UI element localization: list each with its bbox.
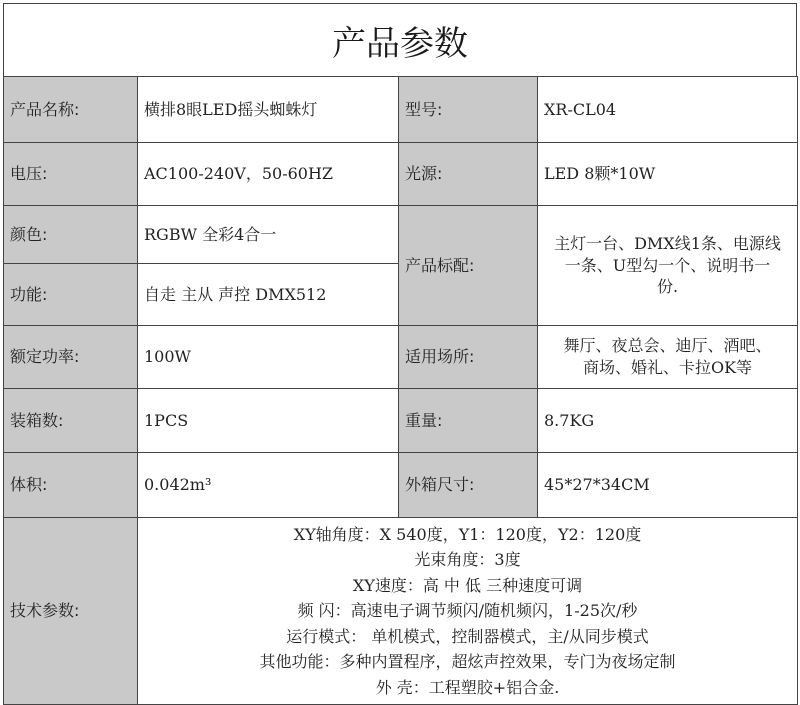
volume-label: 体积:: [4, 453, 138, 518]
tech-line: 外 壳：工程塑胶+铝合金.: [375, 677, 560, 697]
tech-line: XY轴角度：X 540度，Y1：120度，Y2：120度: [293, 524, 642, 544]
venue-label: 适用场所:: [399, 326, 538, 389]
function-value: 自走 主从 声控 DMX512: [138, 264, 399, 326]
box-size-label: 外箱尺寸:: [399, 453, 538, 518]
accessories-line: 一条、U型勾一个、说明书一: [564, 255, 771, 275]
product-name-value: 横排8眼LED摇头蜘蛛灯: [138, 77, 399, 143]
box-size-value: 45*27*34CM: [538, 453, 798, 518]
light-source-label: 光源:: [399, 143, 538, 206]
voltage-value: AC100-240V，50-60HZ: [138, 143, 399, 206]
accessories-label: 产品标配:: [399, 206, 538, 326]
tech-line: XY速度：高 中 低 三种速度可调: [352, 575, 583, 595]
table-row: [4, 206, 798, 264]
table-row: [4, 389, 798, 453]
table-row: [4, 77, 798, 143]
tech-label: 技术参数:: [4, 518, 138, 705]
color-label: 颜色:: [4, 206, 138, 264]
spec-table: [3, 76, 798, 705]
product-name-label: 产品名称:: [4, 77, 138, 143]
venue-value: [538, 326, 798, 389]
accessories-line: 份.: [656, 277, 679, 297]
tech-line: 频 闪：高速电子调节频闪/随机频闪，1-25次/秒: [297, 601, 638, 621]
weight-label: 重量:: [399, 389, 538, 453]
venue-line: 商场、婚礼、卡拉OK等: [582, 358, 753, 377]
table-row: [4, 143, 798, 206]
accessories-line: 主灯一台、DMX线1条、电源线: [554, 234, 781, 254]
page-title: 产品参数: [3, 3, 797, 77]
color-value: RGBW 全彩4合一: [138, 206, 399, 264]
model-value: XR-CL04: [538, 77, 798, 143]
volume-value: 0.042m³: [138, 453, 399, 518]
accessories-value: [538, 206, 798, 326]
voltage-label: 电压:: [4, 143, 138, 206]
tech-value: [138, 518, 798, 705]
power-label: 额定功率:: [4, 326, 138, 389]
table-row: [4, 453, 798, 518]
table-row: [4, 518, 798, 705]
power-value: 100W: [138, 326, 399, 389]
weight-value: 8.7KG: [538, 389, 798, 453]
model-label: 型号:: [399, 77, 538, 143]
tech-line: 其他功能：多种内置程序，超炫声控效果，专门为夜场定制: [259, 652, 676, 672]
tech-line: 光束角度：3度: [414, 550, 521, 570]
packing-label: 装箱数:: [4, 389, 138, 453]
tech-line: 运行模式： 单机模式，控制器模式，主/从同步模式: [286, 626, 649, 646]
venue-line: 舞厅、夜总会、迪厅、酒吧、: [563, 336, 772, 356]
table-row: [4, 326, 798, 389]
packing-value: 1PCS: [138, 389, 399, 453]
light-source-value: LED 8颗*10W: [538, 143, 798, 206]
function-label: 功能:: [4, 264, 138, 326]
